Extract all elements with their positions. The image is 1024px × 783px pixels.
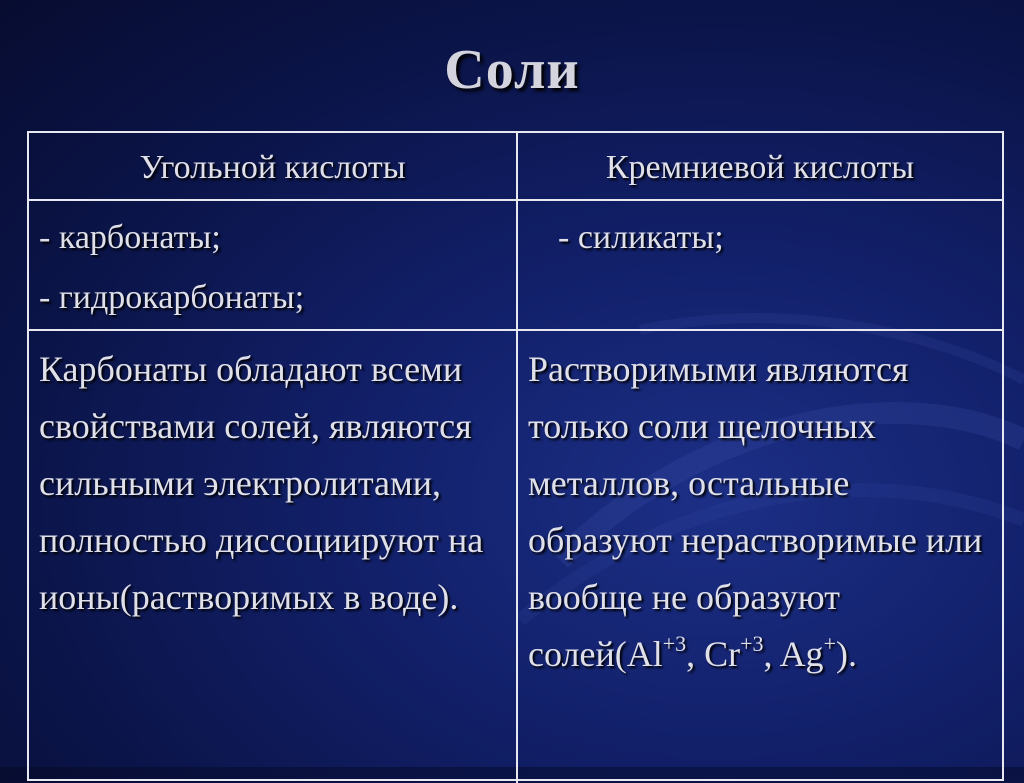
list-item-hydrocarbonates: - гидрокарбонаты;	[39, 279, 305, 316]
ion-silver: Ag+	[779, 631, 836, 674]
ion-chromium: $Cr^{+3}$	[704, 631, 764, 674]
silicates-text: Растворимыми являются только соли щелочных металлов, остальные образуют нерастворимые или вообще не образуют солей(	[528, 349, 983, 674]
cell-carbonic-salts	[29, 201, 516, 329]
header-silicic-acid: Кремниевой кислоты	[605, 149, 915, 186]
silicates-text-end: ).	[835, 634, 857, 674]
slide-title: Соли	[444, 39, 580, 101]
salts-table	[27, 131, 1004, 781]
cell-silicic-salts	[518, 201, 1002, 329]
cell-carbonates-properties: Карбонаты обладают всеми свойствами солей, являются сильными электролитами, полностью диссоциируют на ионы(растворимых в воде).	[39, 349, 484, 617]
cell-silicates-properties: Растворимыми являются только соли щелочных металлов, остальные образуют нерастворимые или вообще не образуют $солей(Al^{+3}$, $Cr^{+3}$, Ag+).	[528, 349, 983, 674]
list-item-carbonates: - карбонаты;	[39, 219, 221, 256]
ion-aluminum: $Al^{+3}$	[626, 631, 687, 674]
list-item-silicates: - силикаты;	[558, 219, 724, 256]
header-carbonic-acid: Угольной кислоты	[139, 149, 406, 186]
